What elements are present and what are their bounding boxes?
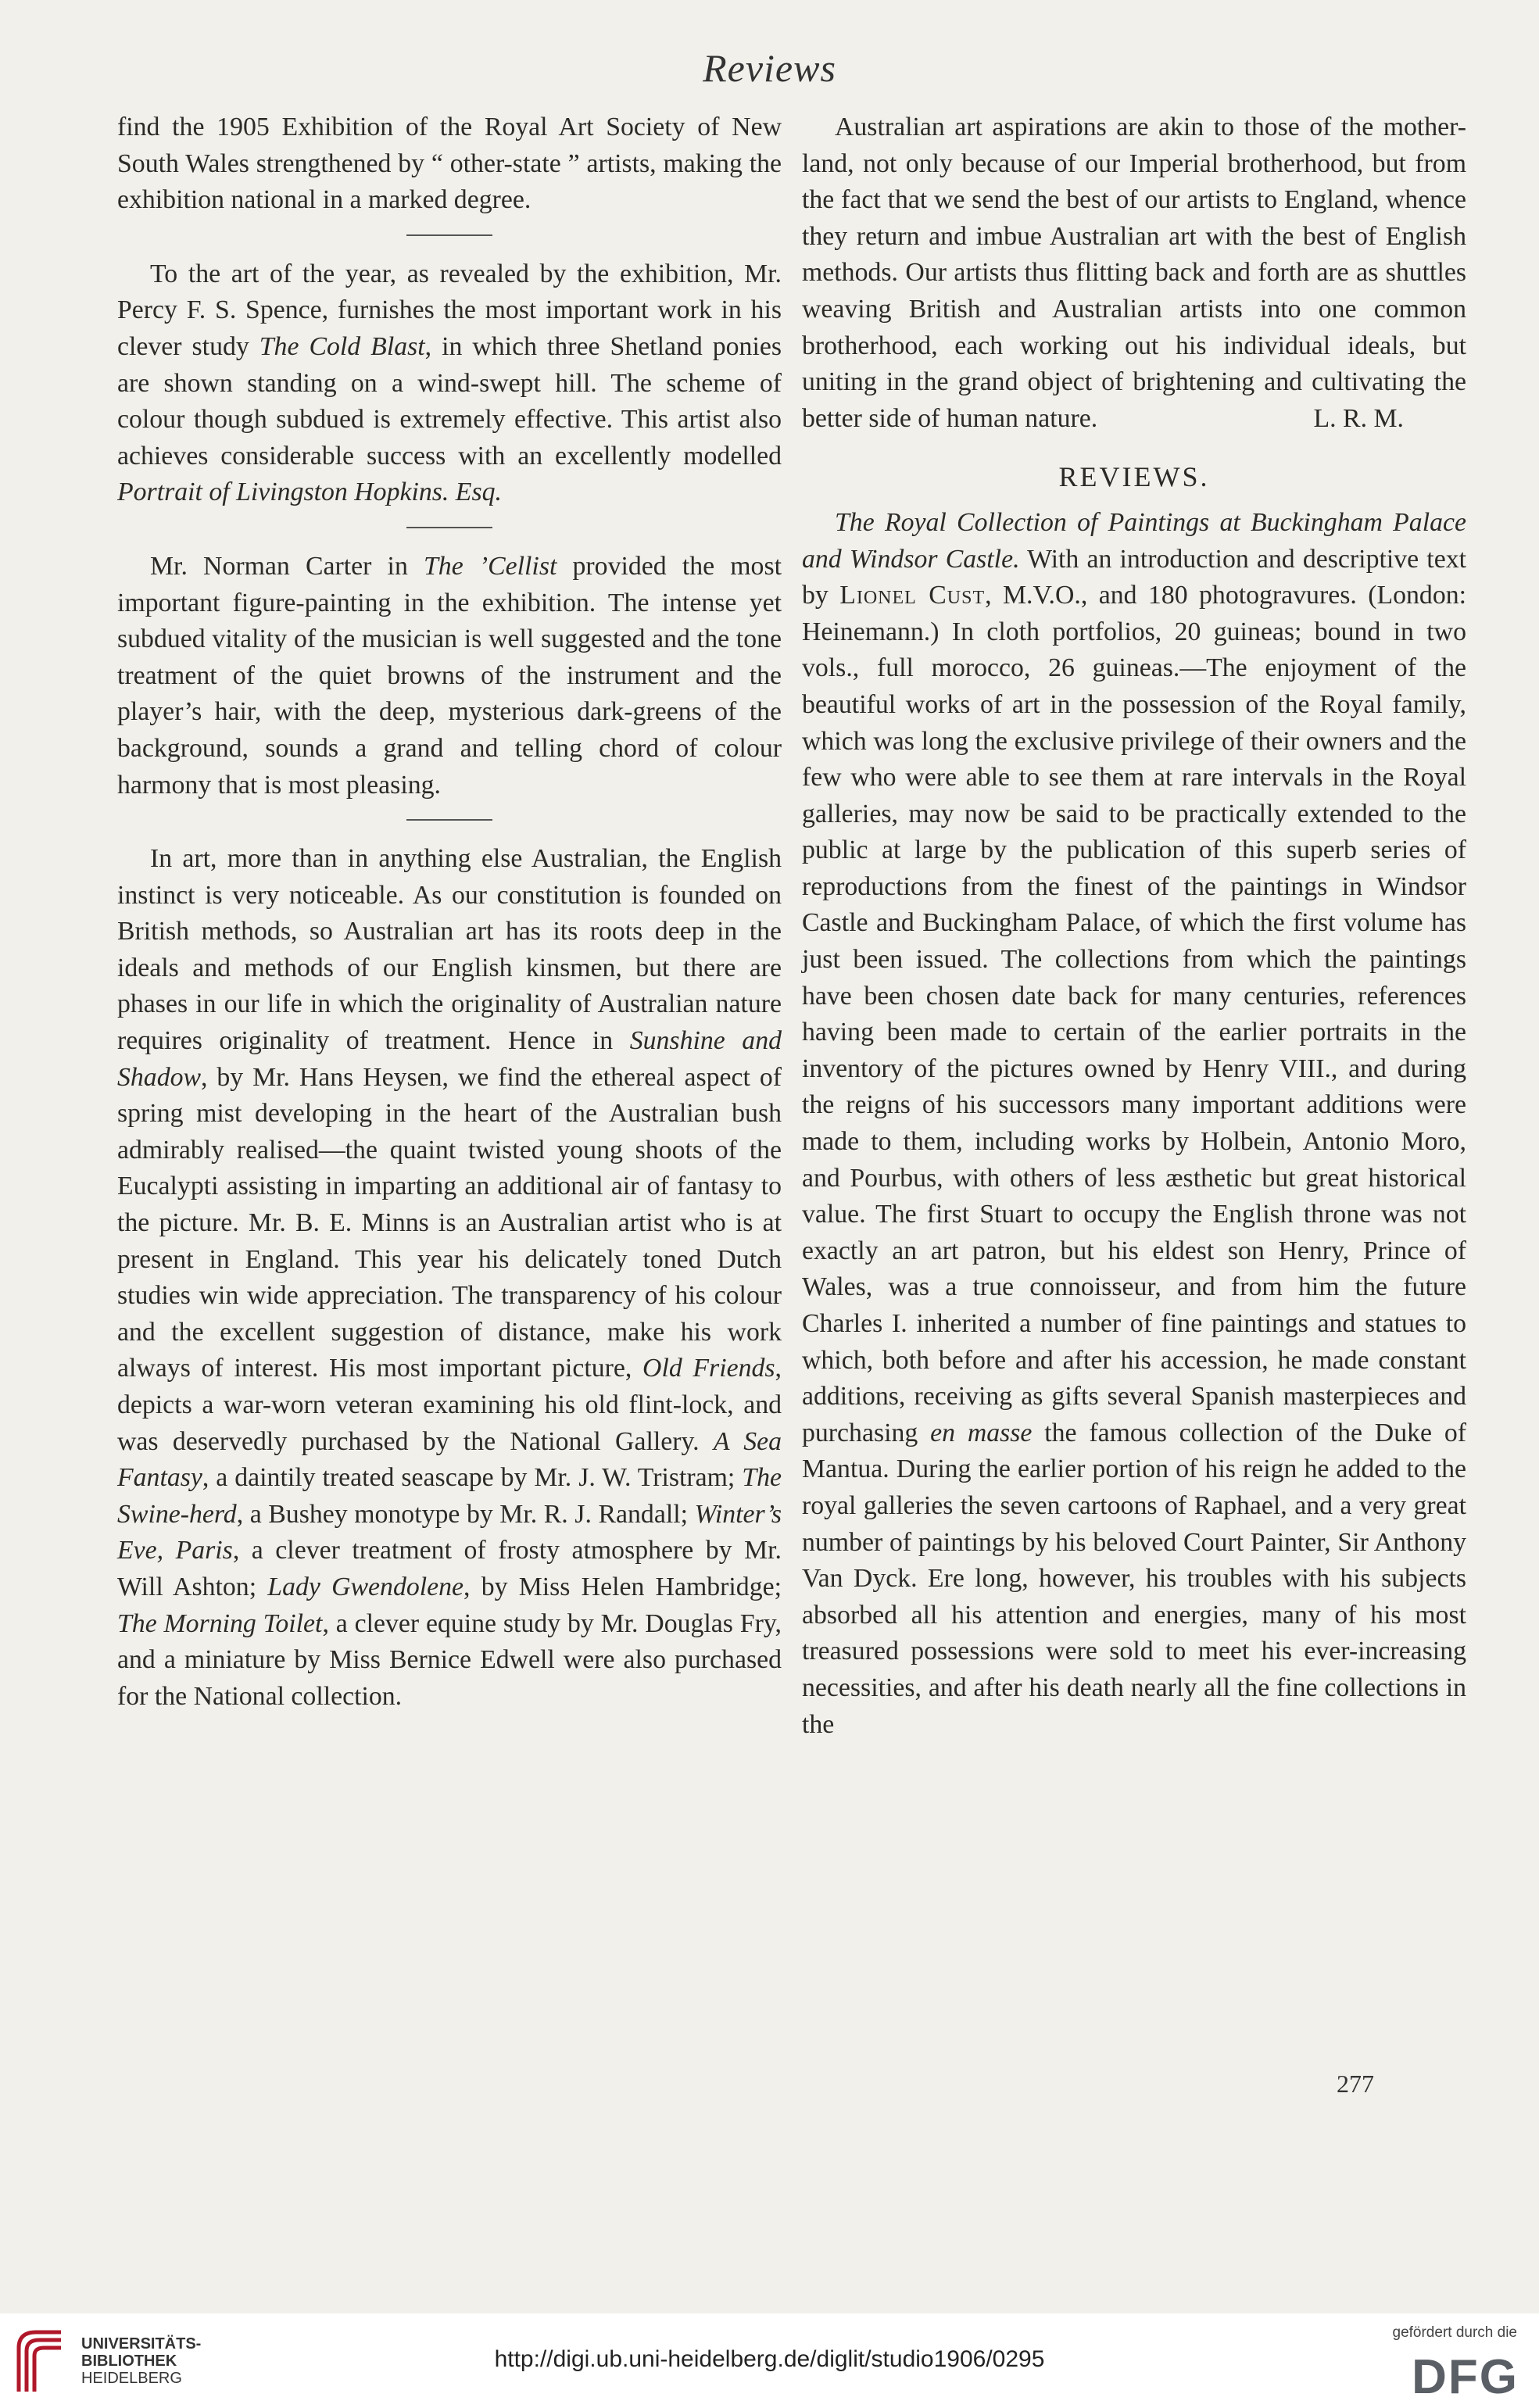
paragraph: In art, more than in anything else Australian, the English instinct is very noticeable. As our constitution is founded on British methods, so Australian art has its roots deep in the ideals and methods of our English kinsmen, but there are phases in our life in which the originality of Australian nature requires originality of treatment. Hence in Sunshine and Shadow, by Mr. Hans Heysen, we find the ethereal aspect of spring mist developing in the heart of the Australian bush admirably realised—the quaint twisted young shoots of the Eucalypti assisting in imparting an additional air of fantasy to the picture. Mr. B. E. Minns is an Australian artist who is at present in England. This year his delicately toned Dutch studies win wide appreciation. The transparency of his colour and the excellent suggestion of distance, make his work always of interest. His most important picture, Old Friends, depicts a war-worn veteran examining his old flint-lock, and was deservedly purchased by the National Gallery. A Sea Fantasy, a daintily treated seascape by Mr. J. W. Tristram; The Swine-herd, a Bushey monotype by Mr. R. J. Randall; Winter’s Eve, Paris, a clever treatment of frosty atmosphere by Mr. Will Ashton; Lady Gwendolene, by Miss Helen Hambridge; The Morning Toilet, a clever equine study by Mr. Douglas Fry, and a miniature by Miss Bernice Edwell were also purchased for the National collection. [117,844,782,1711]
left-column [117,109,782,1715]
author-signature: L. R. M. [1313,403,1404,433]
review-title: The Royal Collection of Paintings at Buckingham Palace and Windsor Castle. [802,507,1466,574]
permalink-url[interactable]: http://digi.ub.uni-heidelberg.de/diglit/studio1906/0295 [494,2346,1045,2372]
review-paragraph: The Royal Collection of Paintings at Buckingham Palace and Windsor Castle. With an introduction and descriptive text by Lionel Cust, M.V.O., and 180 photogravures. (London: Heinemann.) In cloth portfolios, 20 guineas; bound in two vols., full morocco, 26 guineas.—The enjoyment of the beautiful works of art in the possession of the Royal family, which was long the exclusive privilege of their owners and the few who were able to see them at rare intervals in the Royal galleries, may now be said to be practically extended to the public at large by the publication of this superb series of reproductions from the finest of the paintings in Windsor Castle and Buckingham Palace, of which the first volume has just been issued. The collections from which the paintings have been chosen date back for many centuries, references having been made to certain of the earlier portraits in the inventory of the pictures owned by Henry VIII., and during the reigns of his successors many important additions were made to them, including works by Holbein, Antonio Moro, and Pourbus, with others of less æsthetic but great historical value. The first Stuart to occupy the English throne was not exactly an art patron, but his eldest son Henry, Prince of Wales, was a true connoisseur, and from him the future Charles I. inherited a number of fine paintings and statues to which, both before and after his accession, he made constant additions, receiving as gifts several Spanish masterpieces and purchasing en masse the famous collection of the Duke of Mantua. During the earlier portion of his reign he added to the royal galleries the seven cartoons of Raphael, and a very great number of paintings by his beloved Court Painter, Sir Anthony Van Dyck. Ere long, however, his troubles with his subjects absorbed all his attention and energies, many of his most treasured possessions were sold to meet his ever-increasing necessities, and after his death nearly all the fine collections in the [802,507,1467,1739]
review-author: Lionel Cust [839,581,986,610]
dfg-logo: DFG [1412,2350,1519,2404]
paragraph: To the art of the year, as revealed by the exhibition, Mr. Percy F. S. Spence, furnishes the most important work in his clever study The Cold Blast, in which three Shetland ponies are shown standing on a wind-swept hill. The scheme of colour though subdued is extremely effective. This artist also achieves considerable success with an excellently modelled Portrait of Livingston Hopkins. Esq. [117,259,782,507]
digitization-footer [0,2313,1539,2408]
library-name: UNIVERSITÄTS- BIBLIOTHEK HEIDELBERG [81,2335,202,2387]
funded-by-label: gefördert durch die [1392,2324,1517,2341]
paragraph: Mr. Norman Carter in The ’Cellist provided the most important figure-painting in the exhibition. The intense yet subdued vitality of the musician is well suggested and the tone treatment of the quiet browns of the instrument and the player’s hair, with the deep, mysterious dark-greens of the background, sounds a grand and telling chord of colour harmony that is most pleasing. [117,551,782,800]
running-head: Reviews [703,46,836,90]
section-heading: REVIEWS. [1058,461,1210,493]
paragraph: Australian art aspirations are akin to those of the mother-land, not only because of our Imperial brotherhood, but from the fact that we send the best of our artists to England, whence they return and imbue Australian art with the best of English methods. Our artists thus flitting back and forth are as shuttles weaving British and Australian artists into one common brotherhood, each working out his individual ideals, but uniting in the grand object of brightening and cultivating the better side of human nature. [802,113,1466,433]
section-separator [406,819,492,821]
page-number: 277 [1337,2070,1374,2098]
section-separator [406,527,492,528]
section-separator [406,234,492,236]
right-column [802,109,1466,1743]
paragraph: find the 1905 Exhibition of the Royal Art Society of New South Wales strengthened by “ other-state ” artists, making the exhibition national in a marked degree. [117,113,782,215]
